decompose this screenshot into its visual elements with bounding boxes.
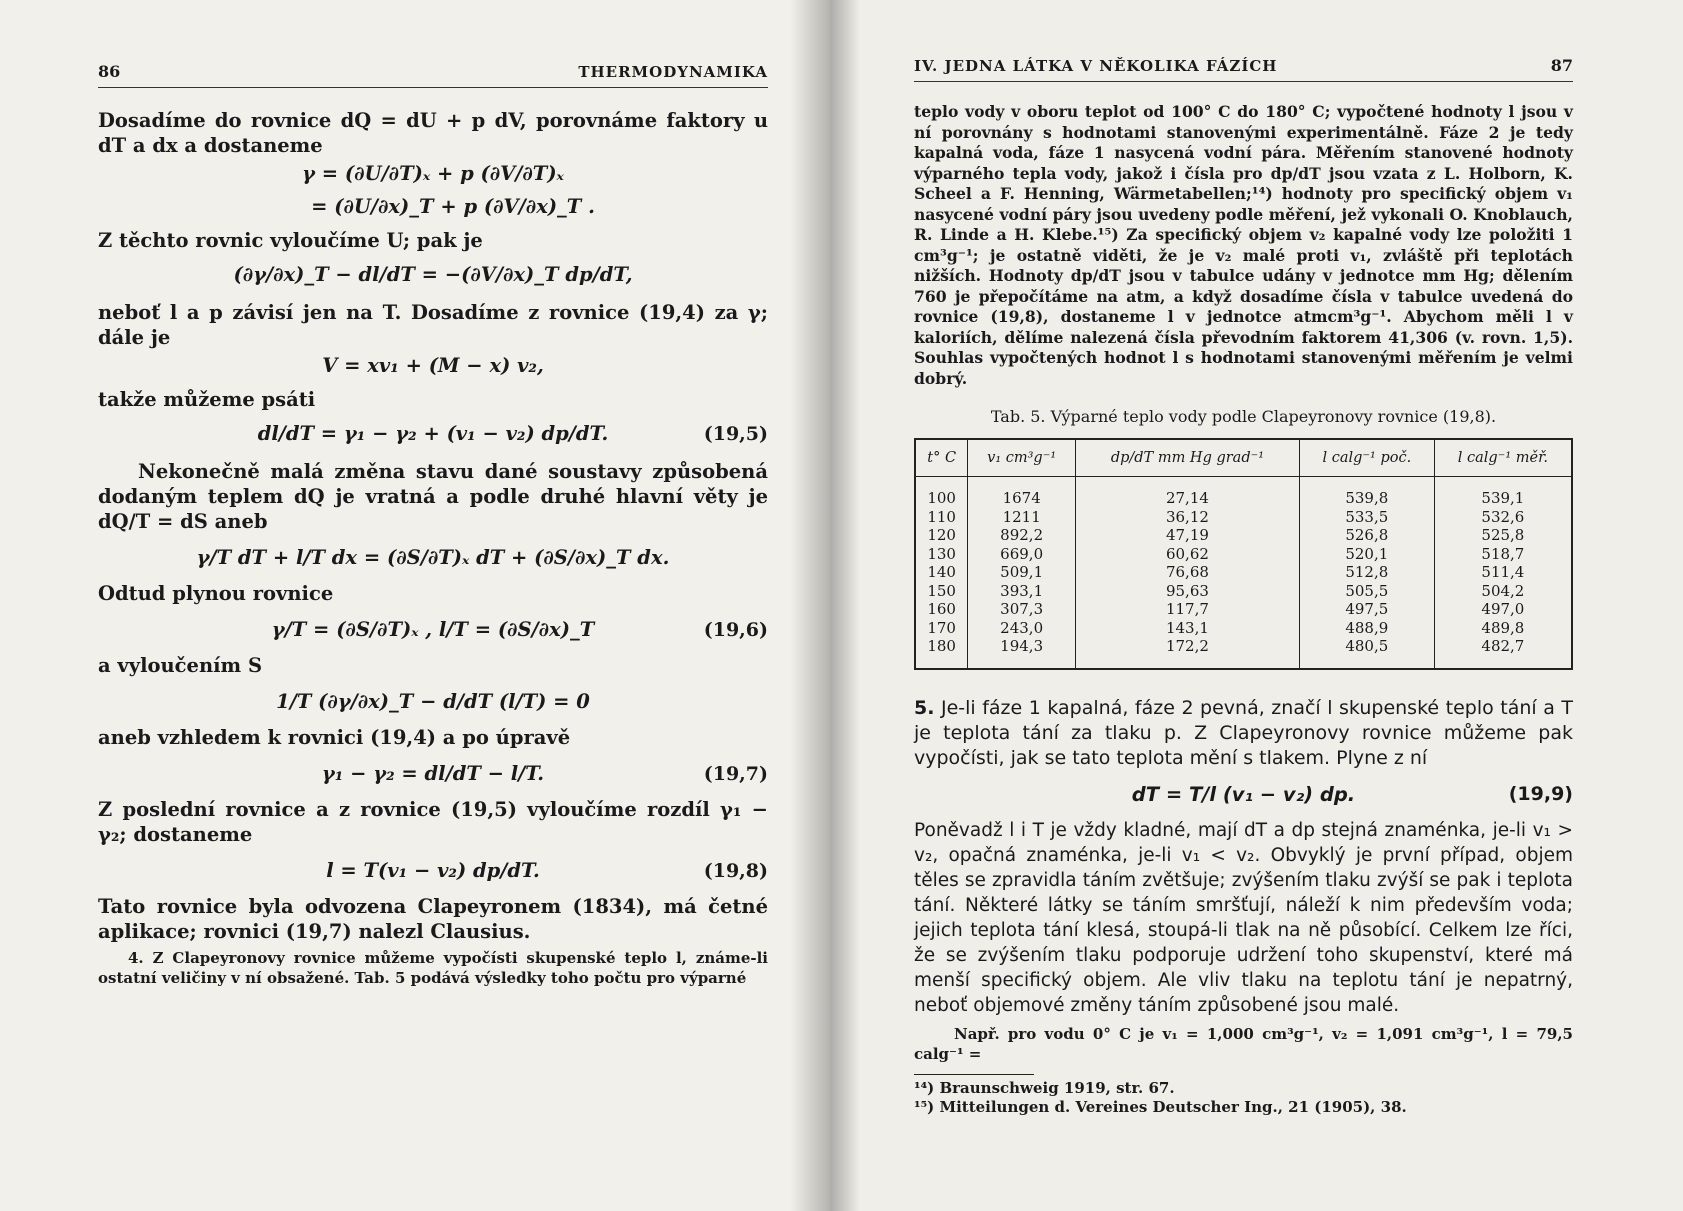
- paragraph: Dosadíme do rovnice dQ = dU + p dV, porovnáme faktory u dT a dx a dostaneme: [98, 109, 768, 157]
- table-cell: 511,4: [1434, 563, 1572, 582]
- paragraph: Odtud plynou rovnice: [98, 582, 334, 605]
- table-row: [915, 477, 1572, 508]
- table-cell: 117,7: [1076, 600, 1300, 619]
- paragraph: takže můžeme psáti: [98, 388, 316, 411]
- equation: γ/T dT + l/T dx = (∂S/∂T)ₓ dT + (∂S/∂x)_T dx.: [196, 546, 670, 569]
- equation-number: (19,6): [703, 618, 768, 641]
- table-cell: 669,0: [968, 545, 1076, 564]
- table-cell: 60,62: [1076, 545, 1300, 564]
- table-cell: 150: [915, 582, 968, 601]
- paragraph: Tato rovnice byla odvozena Clapeyronem (1834), má četné aplikace; rovnici (19,7) nalezl Clausius.: [98, 895, 768, 943]
- table-cell: 143,1: [1076, 619, 1300, 638]
- table-row: [915, 619, 1572, 638]
- table-cell: 95,63: [1076, 582, 1300, 601]
- table-cell: 488,9: [1299, 619, 1434, 638]
- table-cell: 525,8: [1434, 526, 1572, 545]
- table-cell: 489,8: [1434, 619, 1572, 638]
- column-header: l calg⁻¹ poč.: [1299, 439, 1434, 477]
- table-cell: 533,5: [1299, 508, 1434, 527]
- left-running-head: THERMODYNAMIKA: [578, 63, 768, 81]
- table-caption: Tab. 5. Výparné teplo vody podle Clapeyronovy rovnice (19,8).: [990, 407, 1497, 426]
- table-row: [915, 563, 1572, 582]
- table-cell: 532,6: [1434, 508, 1572, 527]
- table-header-row: [915, 439, 1572, 477]
- table-cell: 194,3: [968, 637, 1076, 669]
- table-cell: 47,19: [1076, 526, 1300, 545]
- equation: γ₁ − γ₂ = dl/dT − l/T. (19,7): [321, 762, 768, 785]
- right-page-header: [914, 56, 1573, 82]
- data-table: [914, 438, 1573, 670]
- table-row: [915, 582, 1572, 601]
- left-page-header: [98, 62, 768, 88]
- table-cell: 526,8: [1299, 526, 1434, 545]
- table-cell: 482,7: [1434, 637, 1572, 669]
- equation-number: (19,8): [703, 859, 768, 882]
- paragraph-small: 4. Z Clapeyronovy rovnice můžeme vypočísti skupenské teplo l, známe-li ostatní veličiny v ní obsažené. Tab. 5 podává výsledky toho počtu pro výparné: [98, 949, 768, 987]
- table-body: [915, 477, 1572, 669]
- equation: dT = T/l (v₁ − v₂) dp. (19,9): [1131, 782, 1573, 806]
- table-cell: 170: [915, 619, 968, 638]
- footnote: ¹⁴) Braunschweig 1919, str. 67.: [914, 1078, 1175, 1097]
- section-number: 5.: [914, 696, 935, 719]
- table-cell: 172,2: [1076, 637, 1300, 669]
- column-header: l calg⁻¹ měř.: [1434, 439, 1572, 477]
- table-cell: 1674: [968, 477, 1076, 508]
- table-row: [915, 637, 1572, 669]
- paragraph: Poněvadž l i T je vždy kladné, mají dT a dp stejná znaménka, je-li v₁ > v₂, opačná znaménka, je-li v₁ < v₂. Obvyklý je první případ, objem těles se zpravidla táním zvětšuje; zvýšením tlaku zvýší se pak i teplota tání. Některé látky se táním smršťují, náleží k nim především voda; jejich teplota tání klesá, stoupá-li tlak na ně působící. Celkem lze říci, že se zvýšením tlaku podporuje udržení toho skupenství, které má menší specifický objem. Ale vliv tlaku na teplotu tání je nepatrný, neboť objemové změny táním způsobené jsou malé.: [914, 819, 1573, 1016]
- table-cell: 539,1: [1434, 477, 1572, 508]
- equation: l = T(v₁ − v₂) dp/dT. (19,8): [326, 859, 768, 882]
- table-cell: 27,14: [1076, 477, 1300, 508]
- table-row: [915, 508, 1572, 527]
- equation: (∂γ/∂x)_T − dl/dT = −(∂V/∂x)_T dp/dT,: [233, 263, 633, 286]
- equation: γ/T = (∂S/∂T)ₓ , l/T = (∂S/∂x)_T (19,6): [271, 618, 768, 641]
- paragraph: neboť l a p závisí jen na T. Dosadíme z rovnice (19,4) za γ; dále je: [98, 301, 768, 349]
- table-cell: 110: [915, 508, 968, 527]
- equation: = (∂U/∂x)_T + p (∂V/∂x)_T .: [311, 195, 595, 218]
- table-cell: 120: [915, 526, 968, 545]
- table-cell: 307,3: [968, 600, 1076, 619]
- paragraph-text: Je-li fáze 1 kapalná, fáze 2 pevná, značí l skupenské teplo tání a T je teplota tání za tlaku p. Z Clapeyronovy rovnice můžeme pak vypočísti, jak se tato teplota mění s tlakem. Plyne z ní: [914, 696, 1573, 769]
- table-cell: 76,68: [1076, 563, 1300, 582]
- table-cell: 504,2: [1434, 582, 1572, 601]
- right-page-number: 87: [1550, 56, 1573, 75]
- table-cell: 509,1: [968, 563, 1076, 582]
- table-cell: 140: [915, 563, 968, 582]
- paragraph: Z těchto rovnic vyloučíme U; pak je: [98, 229, 483, 252]
- table-cell: 512,8: [1299, 563, 1434, 582]
- table-cell: 160: [915, 600, 968, 619]
- equation-number: (19,5): [703, 422, 768, 445]
- table-cell: 520,1: [1299, 545, 1434, 564]
- paragraph-small: Např. pro vodu 0° C je v₁ = 1,000 cm³g⁻¹, v₂ = 1,091 cm³g⁻¹, l = 79,5 calg⁻¹ =: [914, 1024, 1573, 1063]
- table-cell: 36,12: [1076, 508, 1300, 527]
- right-running-head: IV. JEDNA LÁTKA V NĚKOLIKA FÁZÍCH: [914, 57, 1278, 75]
- table-cell: 130: [915, 545, 968, 564]
- column-header: dp/dT mm Hg grad⁻¹: [1076, 439, 1300, 477]
- table-cell: 180: [915, 637, 968, 669]
- left-page-number: 86: [98, 62, 121, 81]
- equation-number: (19,9): [1508, 783, 1573, 805]
- table-cell: 497,0: [1434, 600, 1572, 619]
- right-page: [830, 0, 1683, 1211]
- left-page: [0, 0, 830, 1211]
- column-header: v₁ cm³g⁻¹: [968, 439, 1076, 477]
- footnote: ¹⁵) Mitteilungen d. Vereines Deutscher Ing., 21 (1905), 38.: [914, 1097, 1407, 1116]
- table-row: [915, 526, 1572, 545]
- equation: dl/dT = γ₁ − γ₂ + (v₁ − v₂) dp/dT. (19,5): [257, 422, 768, 445]
- paragraph: [914, 696, 1573, 771]
- table-cell: 393,1: [968, 582, 1076, 601]
- table-cell: 243,0: [968, 619, 1076, 638]
- column-header: t° C: [915, 439, 968, 477]
- equation: V = xv₁ + (M − x) v₂,: [322, 354, 544, 377]
- table-cell: 480,5: [1299, 637, 1434, 669]
- equation: 1/T (∂γ/∂x)_T − d/dT (l/T) = 0: [276, 690, 590, 713]
- table-row: [915, 600, 1572, 619]
- footnote-rule: [914, 1074, 1034, 1075]
- paragraph: a vyloučením S: [98, 654, 263, 677]
- paragraph: aneb vzhledem k rovnici (19,4) a po úpravě: [98, 726, 571, 749]
- table-cell: 892,2: [968, 526, 1076, 545]
- equation: γ = (∂U/∂T)ₓ + p (∂V/∂T)ₓ: [302, 162, 564, 185]
- table-cell: 539,8: [1299, 477, 1434, 508]
- table-cell: 497,5: [1299, 600, 1434, 619]
- table-cell: 1211: [968, 508, 1076, 527]
- table-cell: 100: [915, 477, 968, 508]
- paragraph: Z poslední rovnice a z rovnice (19,5) vyloučíme rozdíl γ₁ − γ₂; dostaneme: [98, 798, 768, 846]
- equation-number: (19,7): [703, 762, 768, 785]
- table-cell: 518,7: [1434, 545, 1572, 564]
- paragraph: teplo vody v oboru teplot od 100° C do 180° C; vypočtené hodnoty l jsou v ní porovnány s hodnotami stanovenými experimentálně. Fáze 2 je tedy kapalná voda, fáze 1 nasycená vodní pára. Měřením stanovené hodnoty výparného tepla vody, jakož i čísla pro dp/dT jsou vzata z L. Holborn, K. Scheel a F. Henning, Wärmetabellen;¹⁴) hodnoty pro specifický objem v₁ nasycené vodní páry jsou uvedeny podle měření, jež vykonali O. Knoblauch, R. Linde a H. Klebe.¹⁵) Za specifický objem v₂ kapalné vody lze položiti 1 cm³g⁻¹; je ostatně viděti, že je v₂ malé proti v₁, zvláště při teplotách nižších. Hodnoty dp/dT jsou v tabulce udány v jednotce mm Hg; dělením 760 je přepočítáme na atm, a když dosadíme čísla v tabulce uvedená do rovnice (19,8), dostaneme l v jednotce atmcm³g⁻¹. Abychom měli l v kaloriích, dělíme nalezená čísla převodním faktorem 41,306 (v. rovn. 1,5). Souhlas vypočtených hodnot l s hodnotami stanovenými měřením je velmi dobrý.: [914, 102, 1573, 388]
- paragraph: Nekonečně malá změna stavu dané soustavy způsobená dodaným teplem dQ je vratná a podle druhé hlavní věty je dQ/T = dS aneb: [98, 460, 768, 533]
- table-row: [915, 545, 1572, 564]
- table-cell: 505,5: [1299, 582, 1434, 601]
